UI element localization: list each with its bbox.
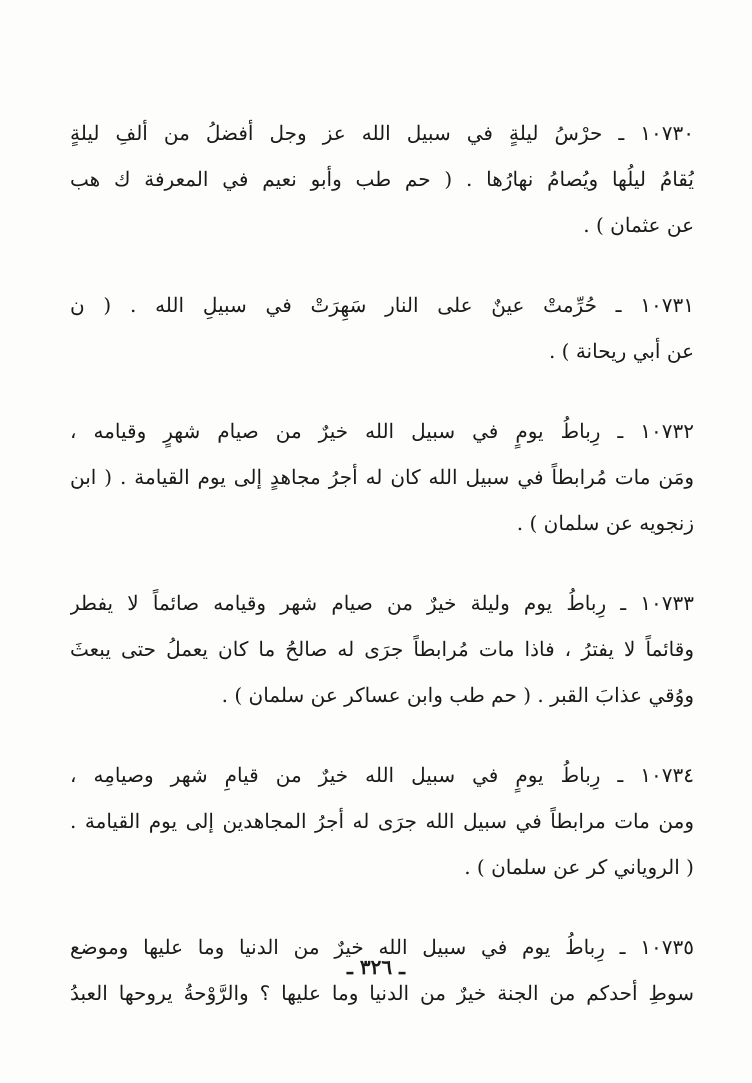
text-line: ١٠٧٣١ ـ حُرِّمتْ عينٌ على النار سَهِرَتْ في سبيلِ الله . ( ن: [70, 293, 694, 317]
text-line: ١٠٧٣٠ ـ حرْسُ ليلةٍ في سبيل الله عز وجل أفضلُ من ألفِ ليلةٍ: [70, 121, 694, 145]
text-line: ( الروياني كر عن سلمان ) .: [464, 855, 694, 879]
text-line: ومَن مات مُرابطاً في سبيل الله كان له أجرُ مجاهدٍ إلى يوم القيامة . ( ابن: [70, 465, 694, 489]
text-line: سوطِ أحدكم من الجنة خيرٌ من الدنيا وما عليها ؟ والرَّوْحةُ يروحها العبدُ: [70, 981, 694, 1005]
text-line: عن عثمان ) .: [583, 213, 694, 237]
text-line: ١٠٧٣٤ ـ رِباطُ يومٍ في سبيل الله خيرٌ من قيامِ شهر وصيامِه ،: [70, 763, 694, 787]
page-number: ـ ٣٢٦ ـ: [347, 955, 405, 979]
text-line: عن أبي ريحانة ) .: [548, 339, 694, 363]
hadith-entry-10734: [70, 752, 694, 890]
text-line: ووُقي عذابَ القبر . ( حم طب وابن عساكر عن سلمان ) .: [221, 683, 694, 707]
text-line: زنجويه عن سلمان ) .: [516, 511, 694, 535]
text-line: يُقامُ ليلُها ويُصامُ نهارُها . ( حم طب وأبو نعيم في المعرفة ك هب: [70, 167, 694, 191]
hadith-list: [70, 110, 694, 1050]
hadith-entry-10732: [70, 408, 694, 546]
hadith-entry-10733: [70, 580, 694, 718]
text-line: وقائماً لا يفترُ ، فاذا مات مُرابطاً جرَى له صالحُ ما كان يعملُ حتى يبعثَ: [70, 637, 694, 661]
text-line: ومن مات مرابطاً في سبيل الله جرَى له أجرُ المجاهدين إلى يوم القيامة .: [70, 809, 694, 833]
text-line: ١٠٧٣٣ ـ رِباطُ يوم وليلة خيرٌ من صيام شهر وقيامه صائماً لا يفطر: [70, 591, 694, 615]
hadith-entry-10730: [70, 110, 694, 248]
text-line: ١٠٧٣٢ ـ رِباطُ يومٍ في سبيل الله خيرٌ من صيام شهرٍ وقيامه ،: [70, 419, 694, 443]
text-line: ١٠٧٣٥ ـ رِباطُ يوم في سبيل الله خيرٌ من الدنيا وما عليها وموضع: [70, 935, 694, 959]
hadith-entry-10731: [70, 282, 694, 374]
